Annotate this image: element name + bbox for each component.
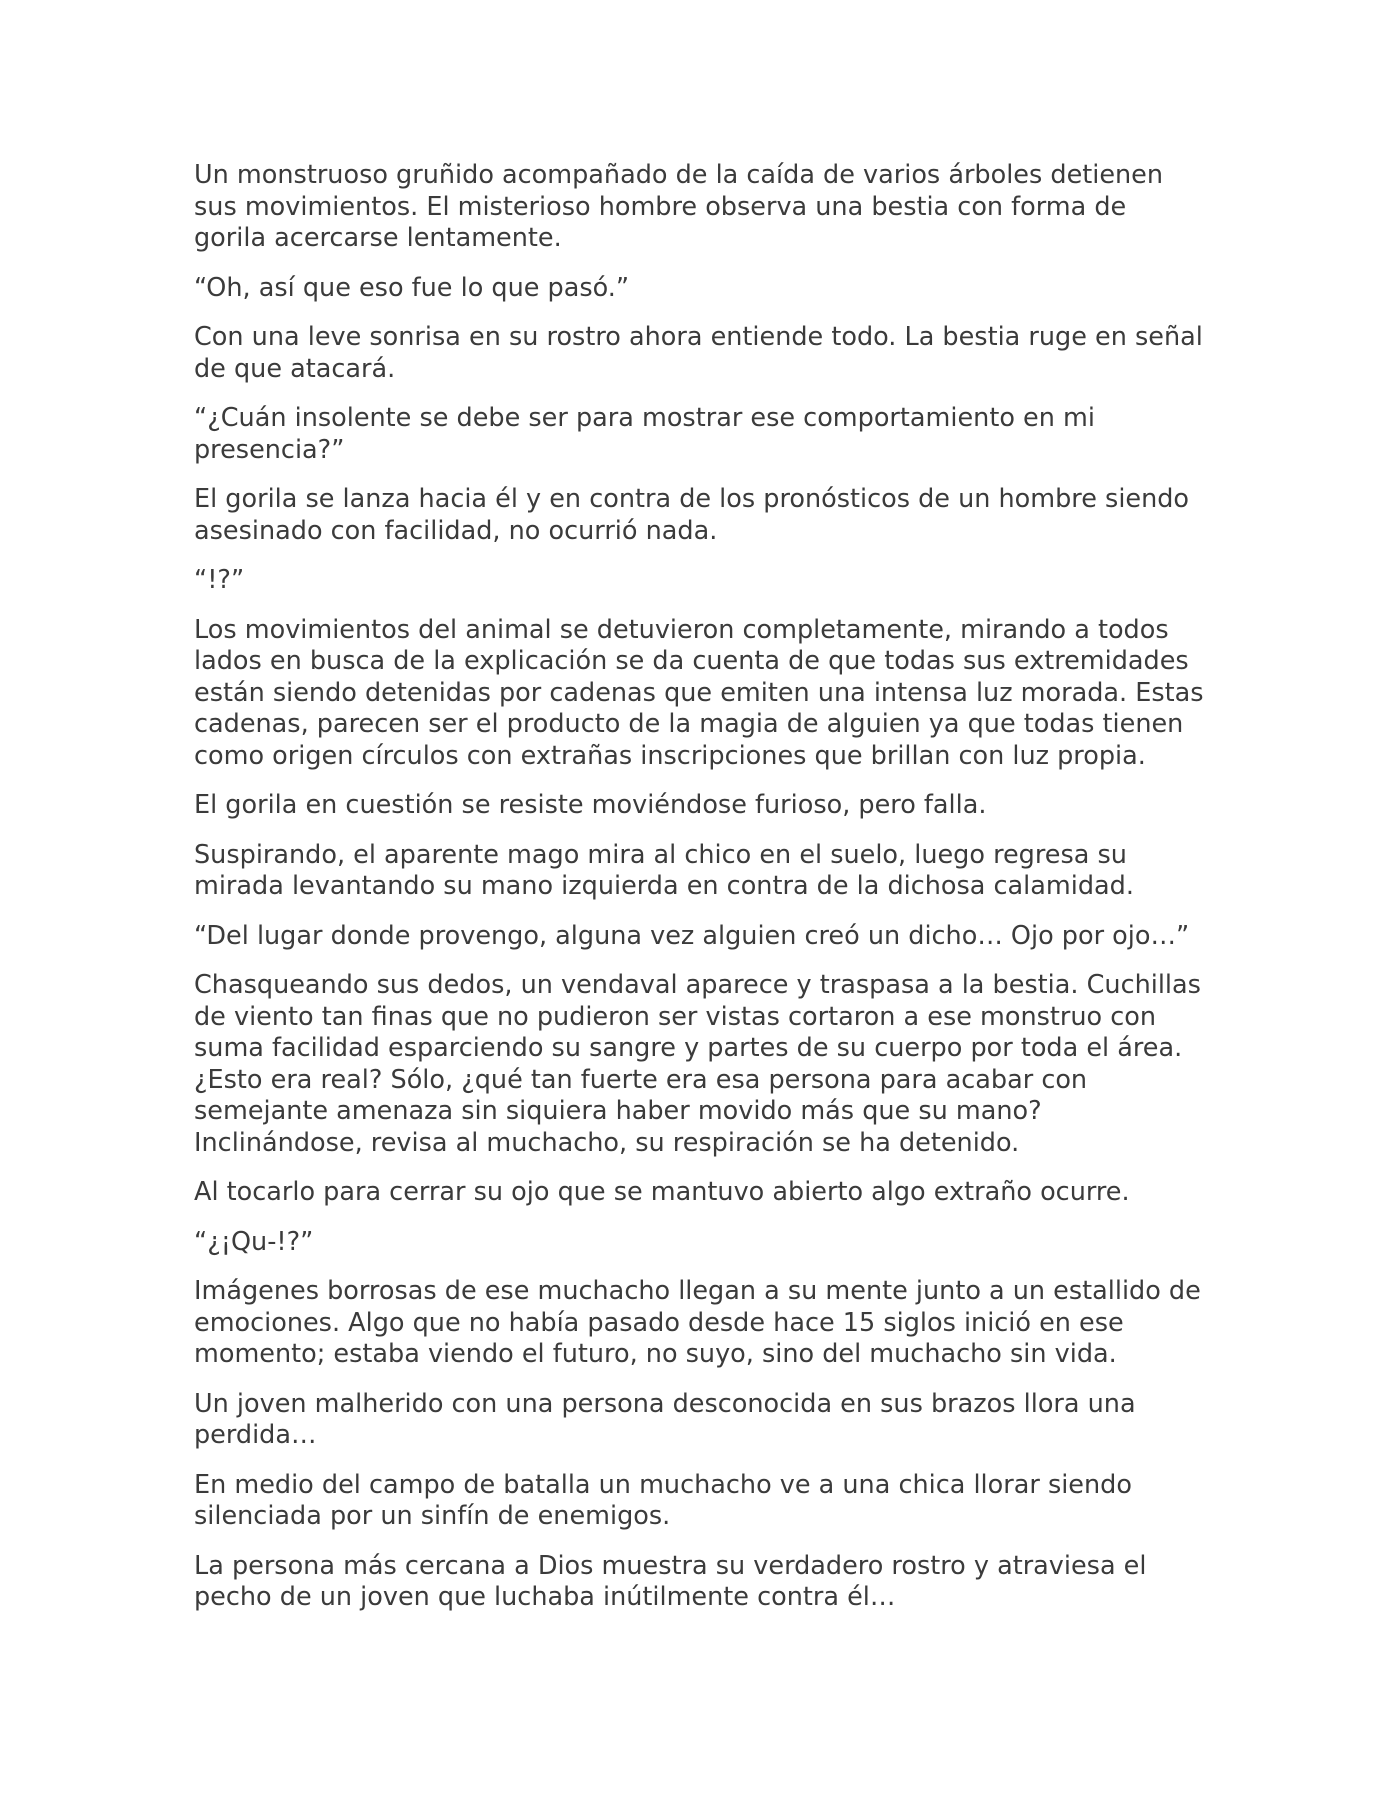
paragraph: Un monstruoso gruñido acompañado de la caída de varios árboles detienen sus movimientos. El misterioso hombre observa una bestia con forma de gorila acercarse lentamente. <box>194 160 1164 253</box>
paragraph: La persona más cercana a Dios muestra su verdadero rostro y atraviesa el pecho de un joven que luchaba inútilmente contra él… <box>194 1550 1147 1612</box>
paragraph: El gorila en cuestión se resiste moviéndose furioso, pero falla. <box>194 790 987 820</box>
paragraph: Suspirando, el aparente mago mira al chico en el suelo, luego regresa su mirada levantando su mano izquierda en contra de la dichosa calamidad. <box>194 839 1134 901</box>
paragraph: Imágenes borrosas de ese muchacho llegan a su mente junto a un estallido de emociones. Algo que no había pasado desde hace 15 siglos inició en ese momento; estaba viendo el futuro, no suyo, sino del muchacho sin vida. <box>194 1276 1201 1369</box>
dialogue-line: “¿¡Qu-!?” <box>194 1226 314 1257</box>
dialogue-line: “Oh, así que eso fue lo que pasó.” <box>194 272 630 303</box>
dialogue-line: “!?” <box>194 565 245 595</box>
document-body <box>194 160 1204 1632</box>
paragraph: En medio del campo de batalla un muchacho ve a una chica llorar siendo silenciada por un sinfín de enemigos. <box>194 1469 1132 1531</box>
paragraph: El gorila se lanza hacia él y en contra de los pronósticos de un hombre siendo asesinado con facilidad, no ocurrió nada. <box>194 484 1190 546</box>
paragraph: Al tocarlo para cerrar su ojo que se mantuvo abierto algo extraño ocurre. <box>194 1177 1130 1207</box>
dialogue-line: “¿Cuán insolente se debe ser para mostrar ese comportamiento en mi presencia?” <box>194 403 1095 465</box>
paragraph: Un joven malherido con una persona desconocida en sus brazos llora una perdida… <box>194 1388 1136 1450</box>
paragraph: Chasqueando sus dedos, un vendaval aparece y traspasa a la bestia. Cuchillas de viento tan finas que no pudieron ser vistas cortaron a ese monstruo con suma facilidad esparciendo su sangre y partes de su cuerpo por toda el área. ¿Esto era real? Sólo, ¿qué tan fuerte era esa persona para acabar con semejante amenaza sin siquiera haber movido más que su mano? Inclinándose, revisa al muchacho, su respiración se ha detenido. <box>194 970 1201 1158</box>
paragraph: Con una leve sonrisa en su rostro ahora entiende todo. La bestia ruge en señal de que atacará. <box>194 322 1203 384</box>
dialogue-line: “Del lugar donde provengo, alguna vez alguien creó un dicho… Ojo por ojo…” <box>194 920 1190 951</box>
paragraph: Los movimientos del animal se detuvieron completamente, mirando a todos lados en busca de la explicación se da cuenta de que todas sus extremidades están siendo detenidas por cadenas que emiten una intensa luz morada. Estas cadenas, parecen ser el producto de la magia de alguien ya que todas tienen como origen círculos con extrañas inscripciones que brillan con luz propia. <box>194 614 1204 771</box>
